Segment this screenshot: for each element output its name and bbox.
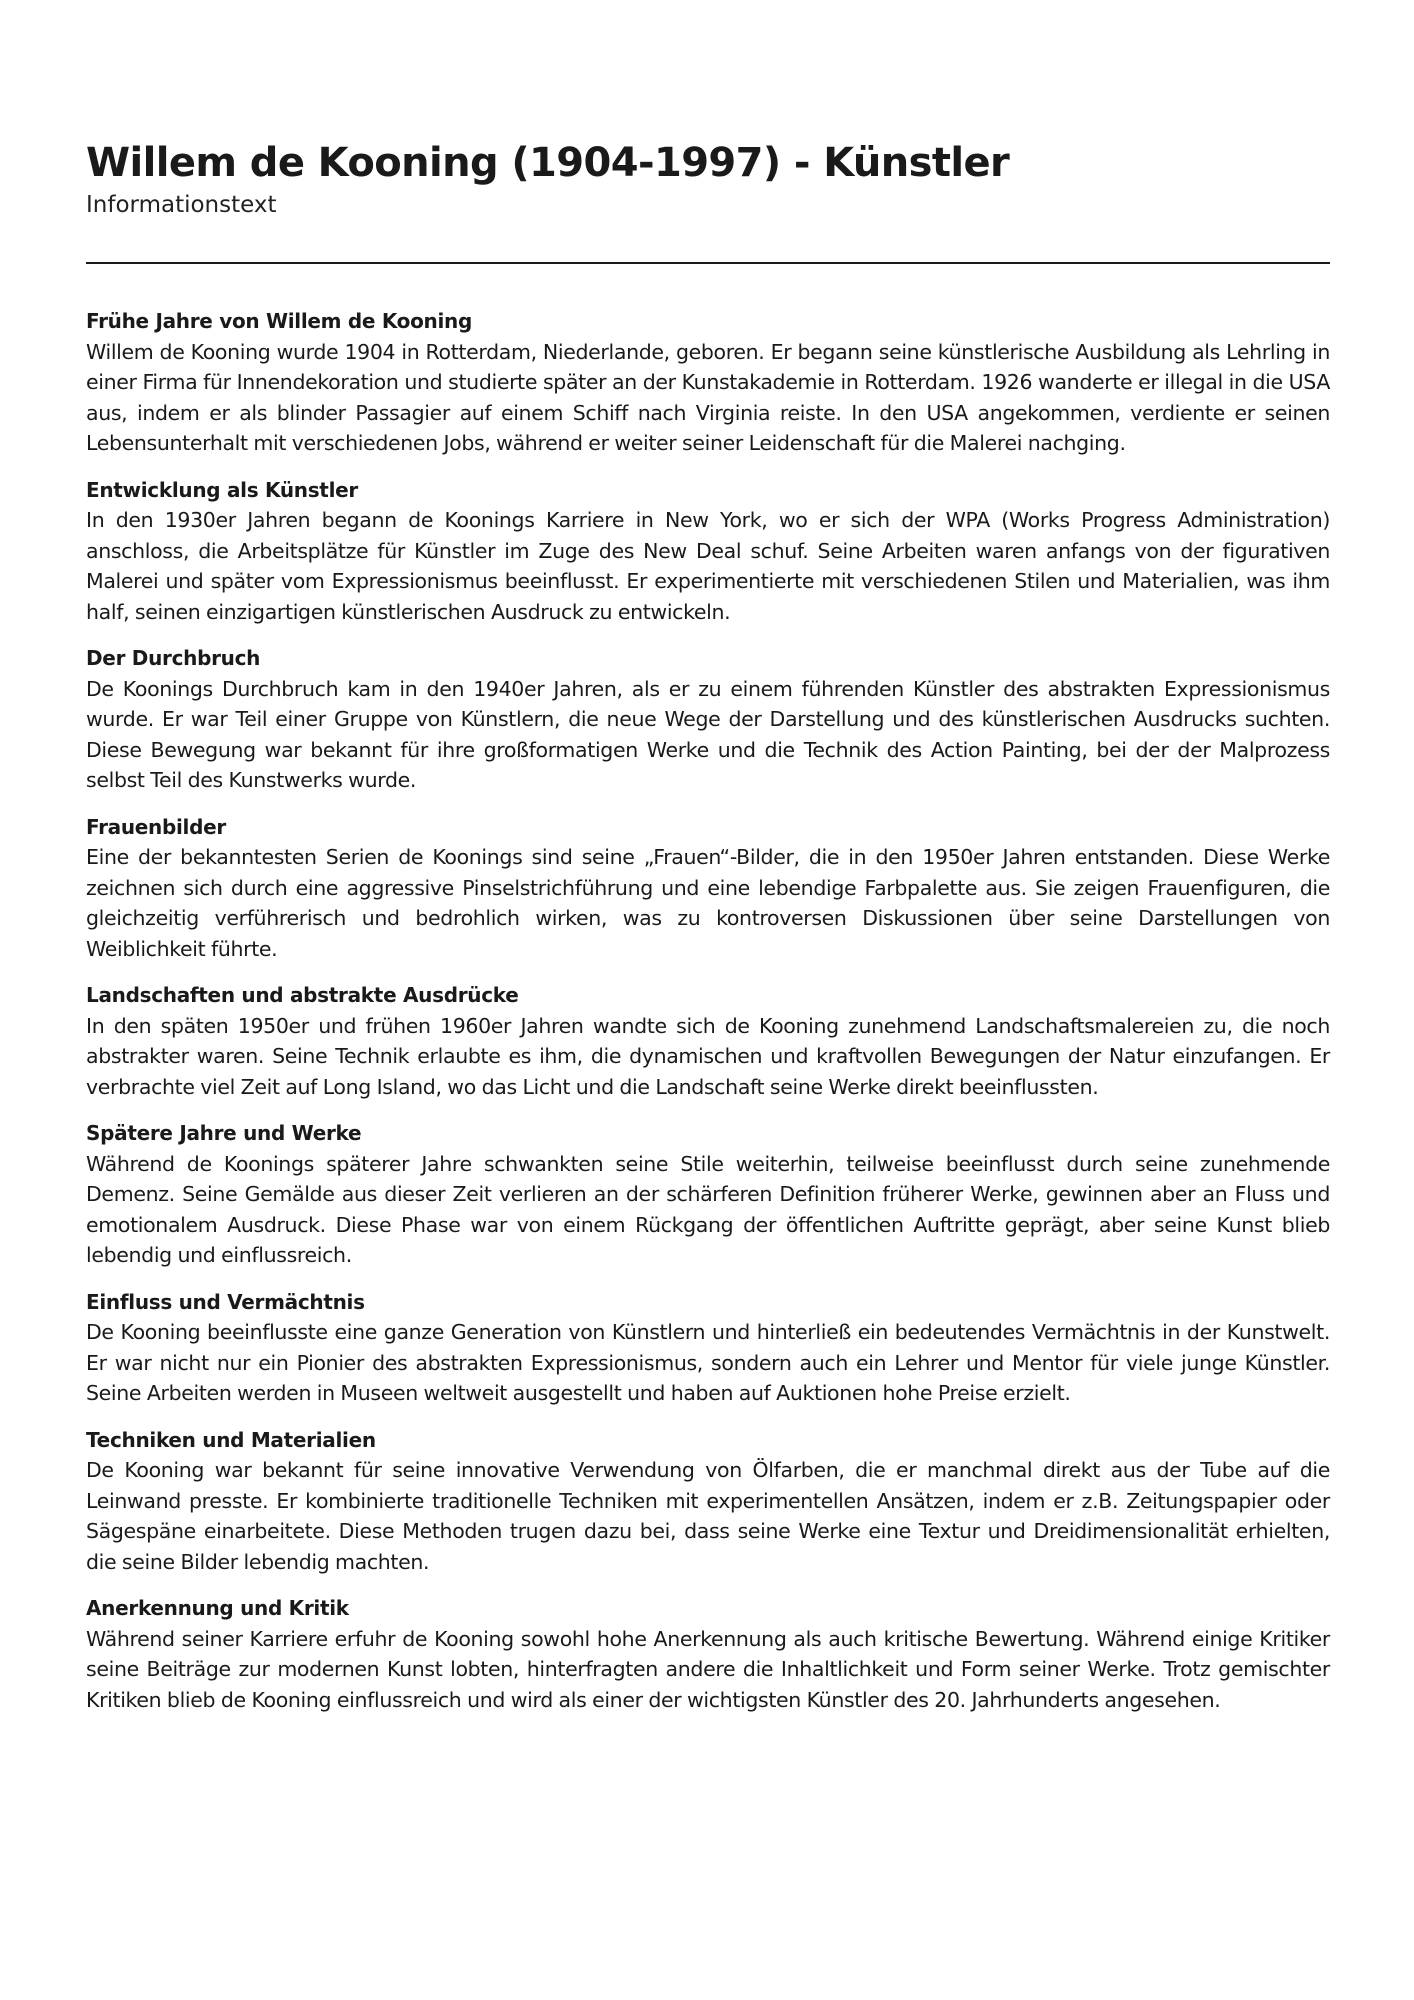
section-heading: Der Durchbruch xyxy=(86,646,261,670)
section-text: In den späten 1950er und frühen 1960er Jahren wandte sich de Kooning zunehmend Landschaftsmalereien zu, die noch abstrakter waren. Seine Technik erlaubte es ihm, die dynamischen und kraftvollen Bewegungen der Natur einzufangen. Er verbrachte viel Zeit auf Long Island, wo das Licht und die Landschaft seine Werke direkt beeinflussten. xyxy=(86,1013,1330,1099)
page-title: Willem de Kooning (1904-1997) - Künstler xyxy=(86,140,1010,186)
section-text: De Kooning beeinflusste eine ganze Generation von Künstlern und hinterließ ein bedeutendes Vermächtnis in der Kunstwelt. Er war nicht nur ein Pionier des abstrakten Expressionismus, sondern auch ein Lehrer und Mentor für viele junge Künstler. Seine Arbeiten werden in Museen weltweit ausgestellt und haben auf Auktionen hohe Preise erzielt. xyxy=(86,1320,1330,1405)
document-page xyxy=(86,138,1330,1731)
section-heading: Spätere Jahre und Werke xyxy=(86,1121,362,1145)
section-text: Willem de Kooning wurde 1904 in Rotterdam, Niederlande, geboren. Er begann seine künstlerische Ausbildung als Lehrling in einer Firma für Innendekoration und studierte später an der Kunstakademie in Rotterdam. 1926 wanderte er illegal in die USA aus, indem er als blinder Passagier auf einem Schiff nach Virginia reiste. In den USA angekommen, verdiente er seinen Lebensunterhalt mit verschiedenen Jobs, während er weiter seiner Leidenschaft für die Malerei nachging. xyxy=(86,339,1330,455)
section-text: In den 1930er Jahren begann de Koonings Karriere in New York, wo er sich der WPA (Works Progress Administration) anschloss, die Arbeitsplätze für Künstler im Zuge des New Deal schuf. Seine Arbeiten waren anfangs von der figurativen Malerei und später vom Expressionismus beeinflusst. Er experimentierte mit verschiedenen Stilen und Materialien, was ihm half, seinen einzigartigen künstlerischen Ausdruck zu entwickeln. xyxy=(86,508,1330,624)
section-techniken xyxy=(86,1425,1330,1578)
section-durchbruch xyxy=(86,643,1330,796)
section-heading: Frauenbilder xyxy=(86,814,226,839)
section-heading: Techniken und Materialien xyxy=(86,1427,376,1452)
section-heading: Einfluss und Vermächtnis xyxy=(86,1289,365,1314)
section-text: De Kooning war bekannt für seine innovative Verwendung von Ölfarben, die er manchmal direkt aus der Tube auf die Leinwand presste. Er kombinierte traditionelle Techniken mit experimentellen Ansätzen, indem er z.B. Zeitungspapier oder Sägespäne einarbeitete. Diese Methoden trugen dazu bei, dass seine Werke eine Textur und Dreidimensionalität erhielten, die seine Bilder lebendig machten. xyxy=(86,1458,1330,1574)
section-spaetere-jahre xyxy=(86,1118,1330,1271)
section-text: De Koonings Durchbruch kam in den 1940er Jahren, als er zu einem führenden Künstler des abstrakten Expressionismus wurde. Er war Teil einer Gruppe von Künstlern, die neue Wege der Darstellung und des künstlerischen Ausdrucks suchten. Diese Bewegung war bekannt für ihre großformatigen Werke und die Technik des Action Painting, bei der der Malprozess selbst Teil des Kunstwerks wurde. xyxy=(86,676,1330,792)
section-entwicklung xyxy=(86,475,1330,628)
section-einfluss xyxy=(86,1287,1330,1409)
section-heading: Frühe Jahre von Willem de Kooning xyxy=(86,309,473,333)
section-landschaften xyxy=(86,980,1330,1102)
section-heading: Anerkennung und Kritik xyxy=(86,1596,349,1620)
section-heading: Landschaften und abstrakte Ausdrücke xyxy=(86,983,519,1007)
section-frauenbilder xyxy=(86,812,1330,965)
section-fruehe-jahre xyxy=(86,306,1330,459)
title-divider xyxy=(86,262,1330,264)
page-subtitle: Informationstext xyxy=(86,192,277,218)
section-heading: Entwicklung als Künstler xyxy=(86,477,358,502)
section-text: Während seiner Karriere erfuhr de Kooning sowohl hohe Anerkennung als auch kritische Bewertung. Während einige Kritiker seine Beiträge zur modernen Kunst lobten, hinterfragten andere die Inhaltlichkeit und Form seiner Werke. Trotz gemischter Kritiken blieb de Kooning einflussreich und wird als einer der wichtigsten Künstler des 20. Jahrhunderts angesehen. xyxy=(86,1626,1330,1712)
section-text: Während de Koonings späterer Jahre schwankten seine Stile weiterhin, teilweise beeinflusst durch seine zunehmende Demenz. Seine Gemälde aus dieser Zeit verlieren an der schärferen Definition früherer Werke, gewinnen aber an Fluss und emotionalem Ausdruck. Diese Phase war von einem Rückgang der öffentlichen Auftritte geprägt, aber seine Kunst blieb lebendig und einflussreich. xyxy=(86,1151,1330,1267)
section-anerkennung xyxy=(86,1593,1330,1715)
section-text: Eine der bekanntesten Serien de Koonings sind seine „Frauen“-Bilder, die in den 1950er Jahren entstanden. Diese Werke zeichnen sich durch eine aggressive Pinselstrichführung und eine lebendige Farbpalette aus. Sie zeigen Frauenfiguren, die gleichzeitig verführerisch und bedrohlich wirken, was zu kontroversen Diskussionen über seine Darstellungen von Weiblichkeit führte. xyxy=(86,845,1330,961)
